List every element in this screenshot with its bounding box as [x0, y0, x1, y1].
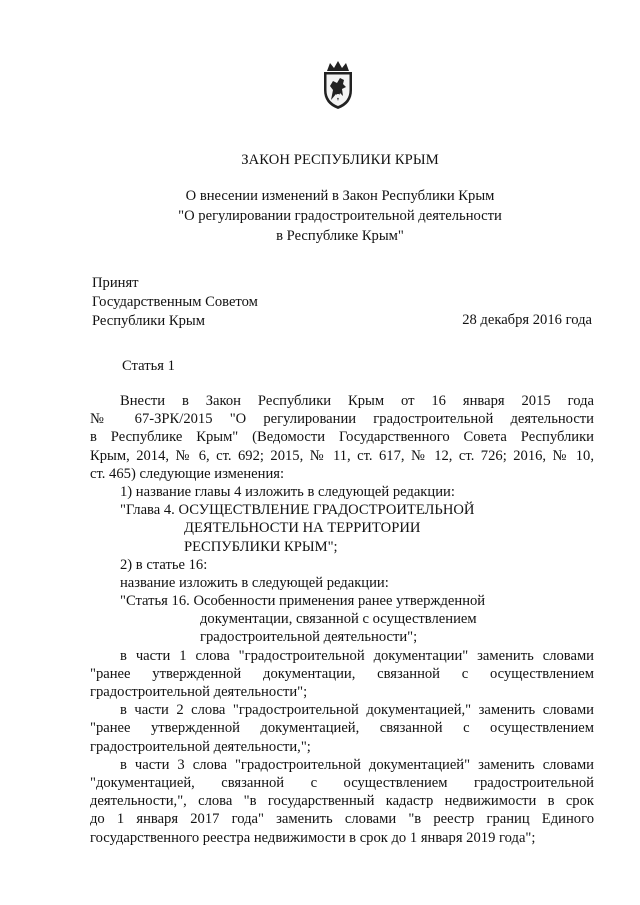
body-line: "Глава 4. ОСУЩЕСТВЛЕНИЕ ГРАДОСТРОИТЕЛЬНОЙ: [120, 502, 475, 519]
body-line: документации, связанной с осуществлением: [200, 611, 477, 628]
body-line: "Статья 16. Особенности применения ранее утвержденной: [120, 593, 486, 610]
article-body: [90, 392, 594, 847]
subtitle-line: "О регулировании градостроительной деятельности: [178, 208, 502, 224]
body-line: градостроительной деятельности,";: [90, 738, 311, 755]
body-line: Крым, 2014, № 6, ст. 692; 2015, № 11, ст. 617, № 12, ст. 726; 2016, № 10,: [90, 447, 594, 464]
adopted-line: Государственным Советом: [92, 294, 258, 310]
body-line: РЕСПУБЛИКИ КРЫМ";: [184, 538, 338, 555]
body-line: ДЕЯТЕЛЬНОСТИ НА ТЕРРИТОРИИ: [184, 520, 421, 537]
body-line: в Республике Крым" (Ведомости Государственного Совета Республики: [90, 429, 594, 446]
body-line: Внести в Закон Республики Крым от 16 января 2015 года: [120, 393, 594, 409]
body-line: в части 1 слова "градостроительной документации" заменить словами: [120, 647, 594, 664]
body-line: градостроительной деятельности";: [90, 684, 308, 700]
subtitle-line: в Республике Крым": [276, 228, 404, 244]
body-line: деятельности,", слова "в государственный кадастр недвижимости в срок: [90, 793, 594, 810]
adopted-line: Принят: [92, 275, 139, 291]
body-line: "документацией, связанной с осуществлением градостроительной: [90, 774, 594, 791]
subtitle-line: О внесении изменений в Закон Республики Крым: [185, 188, 495, 204]
adopted-date: 28 декабря 2016 года: [462, 312, 592, 328]
adopted-line: Республики Крым: [92, 313, 205, 329]
body-line: в части 3 слова "градостроительной документацией" заменить словами: [120, 756, 594, 773]
body-line: государственного реестра недвижимости в срок до 1 января 2019 года";: [90, 829, 536, 846]
body-line: № 67-ЗРК/2015 "О регулировании градостроительной деятельности: [90, 411, 594, 428]
body-line: "ранее утвержденной документацией, связанной с осуществлением: [90, 720, 594, 737]
adopted-block: [92, 274, 258, 331]
body-line: в части 2 слова "градостроительной документацией," заменить словами: [120, 702, 594, 719]
law-title: ЗАКОН РЕСПУБЛИКИ КРЫМ: [241, 152, 439, 168]
body-line: до 1 января 2017 года" заменить словами "в реестр границ Единого: [90, 811, 594, 828]
law-subtitle: [0, 186, 640, 246]
body-line: ст. 465) следующие изменения:: [90, 465, 285, 482]
body-line: название изложить в следующей редакции:: [120, 574, 389, 591]
body-line: 1) название главы 4 изложить в следующей редакции:: [120, 483, 455, 500]
body-line: градостроительной деятельности";: [200, 629, 418, 646]
coat-of-arms-emblem: [318, 60, 358, 110]
body-line: "ранее утвержденной документации, связанной с осуществлением: [90, 665, 594, 682]
body-line: 2) в статье 16:: [120, 556, 208, 573]
article-heading: Статья 1: [122, 358, 175, 374]
